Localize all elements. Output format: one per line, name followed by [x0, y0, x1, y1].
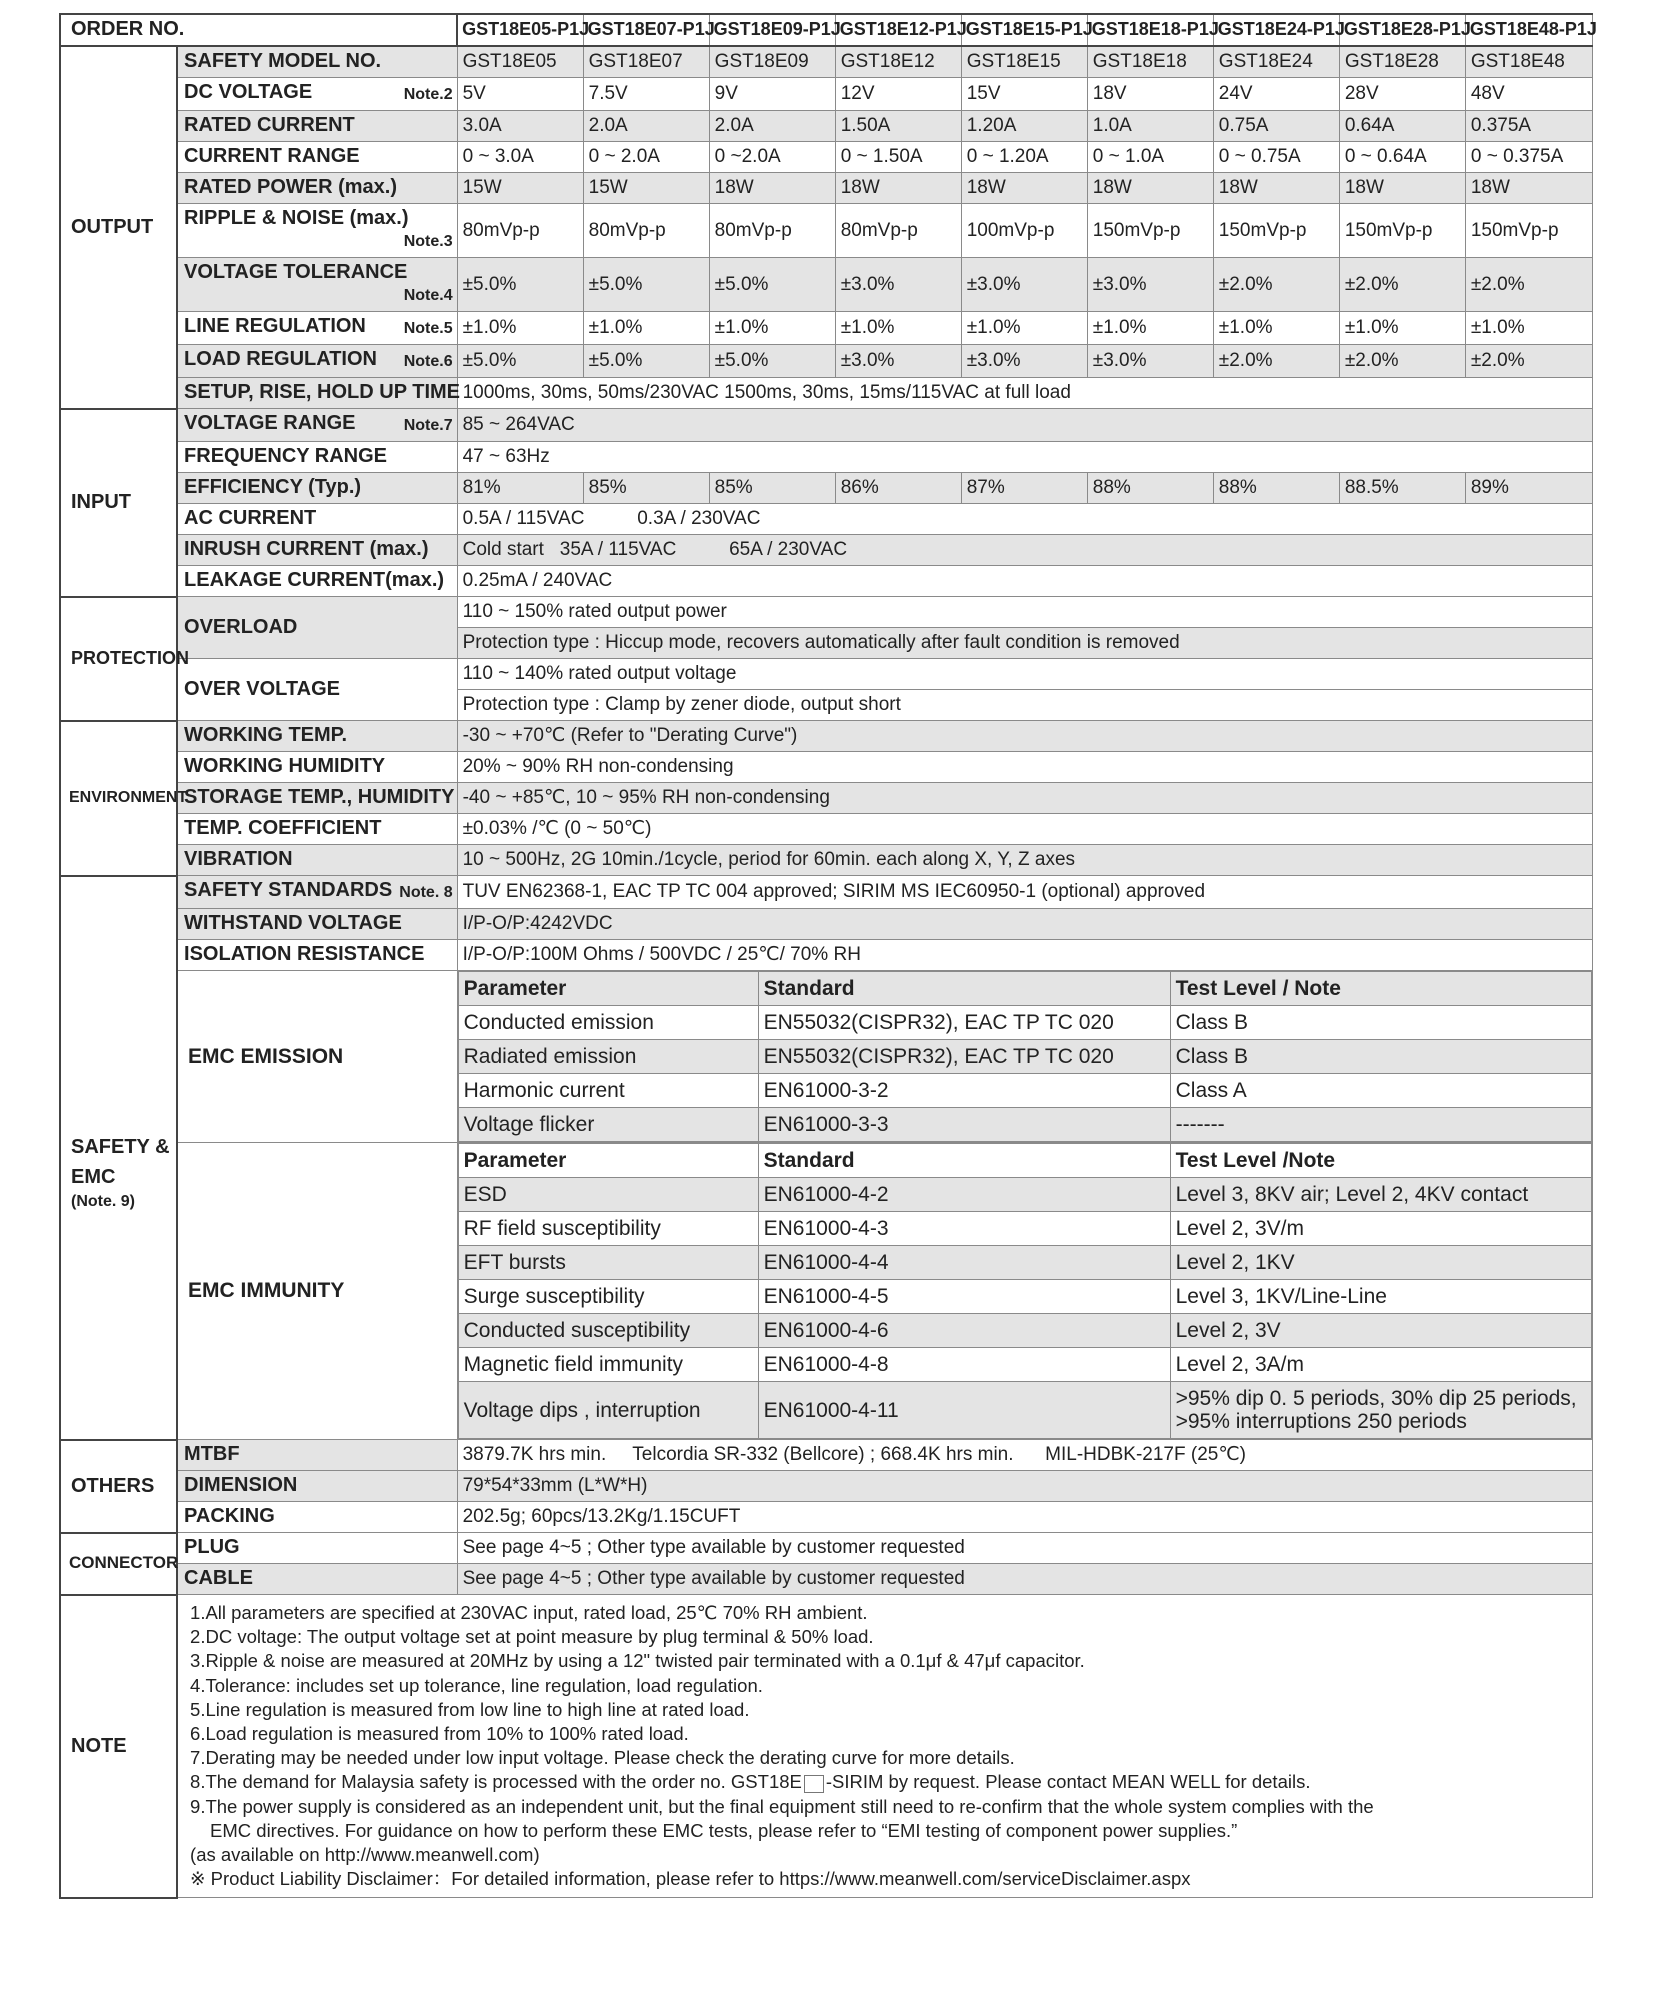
- leakage-row: [60, 566, 1593, 597]
- output-value: 24V: [1213, 78, 1339, 111]
- immunity-param: Voltage dips , interruption: [458, 1382, 758, 1439]
- note-line: (as available on http://www.meanwell.com): [190, 1844, 540, 1866]
- output-value: GST18E28: [1339, 46, 1465, 78]
- note-line: EMC directives. For guidance on how to perform these EMC tests, please refer to “EMI testing of component power supplies.”: [210, 1819, 1238, 1841]
- env-row: [60, 721, 1593, 752]
- output-value: ±5.0%: [583, 345, 709, 378]
- env-value: -30 ~ +70℃ (Refer to "Derating Curve"): [457, 721, 1592, 752]
- isolation-value: I/P-O/P:100M Ohms / 500VDC / 25℃/ 70% RH: [457, 940, 1592, 971]
- model-header: GST18E12-P1J: [835, 14, 961, 46]
- model-header: GST18E24-P1J: [1213, 14, 1339, 46]
- notes-body: [177, 1595, 1592, 1898]
- emission-header-row: [458, 972, 1591, 1006]
- immunity-row: [458, 1348, 1591, 1382]
- safety-standards-value: TUV EN62368-1, EAC TP TC 004 approved; SIRIM MS IEC60950-1 (optional) approved: [457, 876, 1592, 909]
- ac-current-label: AC CURRENT: [177, 504, 457, 535]
- emission-standard: EN61000-3-3: [758, 1108, 1170, 1142]
- output-value: ±2.0%: [1465, 258, 1592, 312]
- immunity-param: Magnetic field immunity: [458, 1348, 758, 1382]
- env-label: WORKING HUMIDITY: [177, 752, 457, 783]
- output-value: 2.0A: [583, 111, 709, 142]
- emission-level: Class B: [1170, 1040, 1591, 1074]
- immunity-row: [458, 1212, 1591, 1246]
- output-label: RIPPLE & NOISE (max.): [184, 207, 409, 229]
- emission-param: Harmonic current: [458, 1074, 758, 1108]
- emission-row: [458, 1074, 1591, 1108]
- note-8-part-1: 8.The demand for Malaysia safety is processed with the order no. GST18E: [190, 1771, 802, 1793]
- overload-row-1: [60, 597, 1593, 628]
- output-value: ±1.0%: [1213, 312, 1339, 345]
- inrush-row: [60, 535, 1593, 566]
- output-row: [60, 111, 1593, 142]
- inrush-value: Cold start 35A / 115VAC 65A / 230VAC: [457, 535, 1592, 566]
- plug-row: [60, 1533, 1593, 1564]
- output-value: 0 ~ 1.50A: [835, 142, 961, 173]
- output-value: ±1.0%: [961, 312, 1087, 345]
- output-value: 150mVp-p: [1213, 204, 1339, 258]
- immunity-row: [458, 1280, 1591, 1314]
- overload-line-1: 110 ~ 150% rated output power: [457, 597, 1592, 628]
- immunity-level: Level 3, 1KV/Line-Line: [1170, 1280, 1591, 1314]
- cable-row: [60, 1564, 1593, 1595]
- output-value: ±3.0%: [961, 258, 1087, 312]
- output-value: GST18E24: [1213, 46, 1339, 78]
- output-value: 18W: [835, 173, 961, 204]
- immunity-standard: EN61000-4-2: [758, 1178, 1170, 1212]
- immunity-row: [458, 1246, 1591, 1280]
- immunity-header: Test Level /Note: [1170, 1144, 1591, 1178]
- emission-row: [458, 1108, 1591, 1142]
- emission-standard: EN55032(CISPR32), EAC TP TC 020: [758, 1006, 1170, 1040]
- safety-standards-note: Note. 8: [399, 884, 453, 901]
- efficiency-value: 88%: [1087, 473, 1213, 504]
- over-voltage-label: OVER VOLTAGE: [177, 659, 457, 721]
- output-value: GST18E18: [1087, 46, 1213, 78]
- withstand-value: I/P-O/P:4242VDC: [457, 909, 1592, 940]
- emc-emission-row: [60, 971, 1593, 1143]
- emission-param: Voltage flicker: [458, 1108, 758, 1142]
- model-header: GST18E28-P1J: [1339, 14, 1465, 46]
- note-line: 1.All parameters are specified at 230VAC input, rated load, 25℃ 70% RH ambient.: [190, 1602, 868, 1623]
- setup-value: 1000ms, 30ms, 50ms/230VAC 1500ms, 30ms, 15ms/115VAC at full load: [457, 378, 1592, 409]
- env-label: VIBRATION: [177, 845, 457, 876]
- model-header: GST18E48-P1J: [1465, 14, 1592, 46]
- output-value: 0 ~ 3.0A: [457, 142, 583, 173]
- note-line-8: [190, 1770, 1582, 1794]
- env-value: ±0.03% /℃ (0 ~ 50℃): [457, 814, 1592, 845]
- output-value: 0.64A: [1339, 111, 1465, 142]
- model-header: GST18E18-P1J: [1087, 14, 1213, 46]
- emc-immunity-label: EMC IMMUNITY: [177, 1143, 457, 1440]
- emc-emission-label: EMC EMISSION: [177, 971, 457, 1143]
- emission-row: [458, 1040, 1591, 1074]
- over-voltage-line-1: 110 ~ 140% rated output voltage: [457, 659, 1592, 690]
- efficiency-value: 88.5%: [1339, 473, 1465, 504]
- ac-current-value: 0.5A / 115VAC 0.3A / 230VAC: [457, 504, 1592, 535]
- order-row: [60, 14, 1593, 46]
- output-value: 15V: [961, 78, 1087, 111]
- ac-current-row: [60, 504, 1593, 535]
- emission-param: Conducted emission: [458, 1006, 758, 1040]
- output-value: 15W: [457, 173, 583, 204]
- emission-header: Standard: [758, 972, 1170, 1006]
- output-value: 0 ~ 2.0A: [583, 142, 709, 173]
- env-row: [60, 783, 1593, 814]
- output-value: 1.50A: [835, 111, 961, 142]
- output-row: [60, 142, 1593, 173]
- immunity-level: Level 3, 8KV air; Level 2, 4KV contact: [1170, 1178, 1591, 1212]
- output-value: ±1.0%: [1087, 312, 1213, 345]
- emission-standard: EN55032(CISPR32), EAC TP TC 020: [758, 1040, 1170, 1074]
- setup-row: [60, 378, 1593, 409]
- efficiency-value: 87%: [961, 473, 1087, 504]
- env-row: [60, 752, 1593, 783]
- immunity-header: Standard: [758, 1144, 1170, 1178]
- note-line: 5.Line regulation is measured from low line to high line at rated load.: [190, 1698, 750, 1720]
- plug-value: See page 4~5 ; Other type available by customer requested: [457, 1533, 1592, 1564]
- cable-value: See page 4~5 ; Other type available by customer requested: [457, 1564, 1592, 1595]
- immunity-param: Conducted susceptibility: [458, 1314, 758, 1348]
- frequency-row: [60, 442, 1593, 473]
- output-label: CURRENT RANGE: [184, 145, 360, 167]
- output-value: 18W: [961, 173, 1087, 204]
- output-value: ±1.0%: [1339, 312, 1465, 345]
- emission-level: Class B: [1170, 1006, 1591, 1040]
- model-header: GST18E09-P1J: [709, 14, 835, 46]
- output-value: ±2.0%: [1465, 345, 1592, 378]
- output-value: 0 ~ 0.64A: [1339, 142, 1465, 173]
- output-value: ±3.0%: [961, 345, 1087, 378]
- safety-title-2: EMC: [71, 1166, 116, 1188]
- notes-row: [60, 1595, 1593, 1898]
- output-value: 150mVp-p: [1339, 204, 1465, 258]
- frequency-value: 47 ~ 63Hz: [457, 442, 1592, 473]
- notes-section-title: NOTE: [60, 1595, 177, 1898]
- note-8-part-2: -SIRIM by request. Please contact MEAN WELL for details.: [825, 1771, 1311, 1793]
- output-value: ±2.0%: [1339, 258, 1465, 312]
- note-line: 7.Derating may be needed under low input voltage. Please check the derating curve for more details.: [190, 1747, 1015, 1769]
- immunity-level: Level 2, 3V/m: [1170, 1212, 1591, 1246]
- output-value: 7.5V: [583, 78, 709, 111]
- overload-line-2: Protection type : Hiccup mode, recovers automatically after fault condition is removed: [457, 628, 1592, 659]
- dips-level-2: >95% interruptions 250 periods: [1175, 1410, 1467, 1433]
- efficiency-value: 88%: [1213, 473, 1339, 504]
- output-value: ±2.0%: [1213, 345, 1339, 378]
- output-value: 0 ~ 0.75A: [1213, 142, 1339, 173]
- isolation-label: ISOLATION RESISTANCE: [177, 940, 457, 971]
- output-value: ±5.0%: [709, 258, 835, 312]
- output-note: Note.2: [403, 86, 453, 103]
- immunity-level: Level 2, 3A/m: [1170, 1348, 1591, 1382]
- safety-title-1: SAFETY &: [71, 1136, 170, 1158]
- mtbf-row: [60, 1440, 1593, 1471]
- output-value: 80mVp-p: [457, 204, 583, 258]
- output-label: RATED CURRENT: [184, 114, 355, 136]
- emc-emission-table: [458, 971, 1592, 1142]
- output-value: 0.75A: [1213, 111, 1339, 142]
- env-value: -40 ~ +85℃, 10 ~ 95% RH non-condensing: [457, 783, 1592, 814]
- output-value: GST18E48: [1465, 46, 1592, 78]
- output-label: SAFETY MODEL NO.: [184, 50, 382, 72]
- immunity-standard: EN61000-4-6: [758, 1314, 1170, 1348]
- environment-section-title: ENVIRONMENT: [60, 721, 177, 876]
- env-label: STORAGE TEMP., HUMIDITY: [177, 783, 457, 814]
- note-line: 2.DC voltage: The output voltage set at point measure by plug terminal & 50% load.: [190, 1626, 874, 1648]
- dimension-row: [60, 1471, 1593, 1502]
- output-value: 9V: [709, 78, 835, 111]
- output-value: 0 ~ 1.0A: [1087, 142, 1213, 173]
- output-value: 150mVp-p: [1087, 204, 1213, 258]
- output-note: Note.4: [403, 287, 453, 304]
- overload-label: OVERLOAD: [177, 597, 457, 659]
- output-value: GST18E12: [835, 46, 961, 78]
- output-value: 0.375A: [1465, 111, 1592, 142]
- output-value: GST18E07: [583, 46, 709, 78]
- leakage-label: LEAKAGE CURRENT(max.): [177, 566, 457, 597]
- output-label: RATED POWER (max.): [184, 176, 398, 198]
- output-value: 1.0A: [1087, 111, 1213, 142]
- output-label: DC VOLTAGE: [184, 81, 313, 103]
- immunity-level: Level 2, 3V: [1170, 1314, 1591, 1348]
- packing-label: PACKING: [177, 1502, 457, 1533]
- model-header: GST18E07-P1J: [583, 14, 709, 46]
- output-row: [60, 46, 1593, 78]
- mtbf-value: 3879.7K hrs min. Telcordia SR-332 (Bellcore) ; 668.4K hrs min. MIL-HDBK-217F (25℃): [457, 1440, 1592, 1471]
- input-voltage-note: Note.7: [403, 417, 453, 434]
- env-label: WORKING TEMP.: [177, 721, 457, 752]
- env-value: 10 ~ 500Hz, 2G 10min./1cycle, period for 60min. each along X, Y, Z axes: [457, 845, 1592, 876]
- efficiency-value: 86%: [835, 473, 961, 504]
- output-value: 0 ~ 1.20A: [961, 142, 1087, 173]
- immunity-standard: EN61000-4-8: [758, 1348, 1170, 1382]
- order-no-label: ORDER NO.: [60, 14, 457, 46]
- frequency-label: FREQUENCY RANGE: [177, 442, 457, 473]
- output-label: LOAD REGULATION: [184, 348, 377, 370]
- inrush-label: INRUSH CURRENT (max.): [177, 535, 457, 566]
- output-value: ±1.0%: [835, 312, 961, 345]
- output-note: Note.5: [403, 320, 453, 337]
- immunity-param: Surge susceptibility: [458, 1280, 758, 1314]
- output-value: 2.0A: [709, 111, 835, 142]
- output-value: 80mVp-p: [835, 204, 961, 258]
- emission-row: [458, 1006, 1591, 1040]
- safety-title-note: (Note. 9): [71, 1193, 135, 1210]
- output-value: ±3.0%: [835, 258, 961, 312]
- output-value: 5V: [457, 78, 583, 111]
- env-row: [60, 845, 1593, 876]
- efficiency-value: 85%: [709, 473, 835, 504]
- output-value: 18V: [1087, 78, 1213, 111]
- immunity-level: Level 2, 1KV: [1170, 1246, 1591, 1280]
- efficiency-value: 85%: [583, 473, 709, 504]
- output-value: 0 ~ 0.375A: [1465, 142, 1592, 173]
- withstand-row: [60, 909, 1593, 940]
- immunity-standard: EN61000-4-3: [758, 1212, 1170, 1246]
- output-row: [60, 312, 1593, 345]
- safety-standards-label: SAFETY STANDARDS: [184, 879, 393, 901]
- output-row: [60, 173, 1593, 204]
- efficiency-label: EFFICIENCY (Typ.): [177, 473, 457, 504]
- env-value: 20% ~ 90% RH non-condensing: [457, 752, 1592, 783]
- output-value: 28V: [1339, 78, 1465, 111]
- note-line: 9.The power supply is considered as an independent unit, but the final equipment still need to re-confirm that the whole system complies with the: [190, 1795, 1374, 1817]
- disclaimer: ※ Product Liability Disclaimer：For detailed information, please refer to https://www.meanwell.com/serviceDisclaimer.aspx: [190, 1868, 1191, 1890]
- spec-sheet: [59, 13, 1597, 1899]
- output-label: LINE REGULATION: [184, 315, 366, 337]
- output-value: GST18E09: [709, 46, 835, 78]
- output-row: [60, 204, 1593, 258]
- safety-section-title: [60, 876, 177, 1440]
- immunity-standard: EN61000-4-4: [758, 1246, 1170, 1280]
- output-value: 18W: [1339, 173, 1465, 204]
- output-value: ±3.0%: [835, 345, 961, 378]
- packing-row: [60, 1502, 1593, 1533]
- output-value: ±3.0%: [1087, 345, 1213, 378]
- immunity-header: Parameter: [458, 1144, 758, 1178]
- note-line: 3.Ripple & noise are measured at 20MHz by using a 12" twisted pair terminated with a 0.1μf & 47μf capacitor.: [190, 1650, 1085, 1672]
- packing-value: 202.5g; 60pcs/13.2Kg/1.15CUFT: [457, 1502, 1592, 1533]
- others-section-title: OTHERS: [60, 1440, 177, 1533]
- cable-label: CABLE: [177, 1564, 457, 1595]
- output-value: 18W: [1213, 173, 1339, 204]
- output-value: 3.0A: [457, 111, 583, 142]
- output-value: 80mVp-p: [583, 204, 709, 258]
- output-value: GST18E15: [961, 46, 1087, 78]
- output-value: ±1.0%: [583, 312, 709, 345]
- safety-standards-row: [60, 876, 1593, 909]
- output-value: 18W: [1465, 173, 1592, 204]
- immunity-standard: EN61000-4-11: [758, 1382, 1170, 1439]
- spec-table: [59, 13, 1597, 1899]
- output-value: ±5.0%: [583, 258, 709, 312]
- efficiency-value: 89%: [1465, 473, 1592, 504]
- dips-level-1: >95% dip 0. 5 periods, 30% dip 25 periods,: [1175, 1387, 1577, 1410]
- dimension-value: 79*54*33mm (L*W*H): [457, 1471, 1592, 1502]
- over-voltage-row-1: [60, 659, 1593, 690]
- emission-level: Class A: [1170, 1074, 1591, 1108]
- output-value: GST18E05: [457, 46, 583, 78]
- input-section-title: INPUT: [60, 409, 177, 597]
- env-label: TEMP. COEFFICIENT: [177, 814, 457, 845]
- immunity-row: [458, 1382, 1591, 1439]
- output-row: [60, 345, 1593, 378]
- immunity-param: ESD: [458, 1178, 758, 1212]
- output-value: 15W: [583, 173, 709, 204]
- mtbf-label: MTBF: [177, 1440, 457, 1471]
- output-value: ±5.0%: [457, 345, 583, 378]
- input-voltage-row: [60, 409, 1593, 442]
- emission-param: Radiated emission: [458, 1040, 758, 1074]
- output-value: ±2.0%: [1213, 258, 1339, 312]
- output-value: ±5.0%: [457, 258, 583, 312]
- output-value: 48V: [1465, 78, 1592, 111]
- connector-section-title: CONNECTOR: [60, 1533, 177, 1595]
- output-value: 0 ~2.0A: [709, 142, 835, 173]
- emission-level: -------: [1170, 1108, 1591, 1142]
- output-value: 1.20A: [961, 111, 1087, 142]
- emc-immunity-table: [458, 1143, 1592, 1439]
- efficiency-value: 81%: [457, 473, 583, 504]
- output-value: 100mVp-p: [961, 204, 1087, 258]
- note-line: 4.Tolerance: includes set up tolerance, line regulation, load regulation.: [190, 1674, 763, 1696]
- immunity-level: [1170, 1382, 1591, 1439]
- output-note: Note.3: [403, 233, 453, 250]
- over-voltage-line-2: Protection type : Clamp by zener diode, output short: [457, 690, 1592, 721]
- emc-immunity-table-cell: [457, 1143, 1592, 1440]
- output-row: [60, 78, 1593, 111]
- output-value: ±3.0%: [1087, 258, 1213, 312]
- output-row: [60, 258, 1593, 312]
- immunity-row: [458, 1314, 1591, 1348]
- emission-standard: EN61000-3-2: [758, 1074, 1170, 1108]
- immunity-header-row: [458, 1144, 1591, 1178]
- setup-label: SETUP, RISE, HOLD UP TIME: [177, 378, 457, 409]
- immunity-param: RF field susceptibility: [458, 1212, 758, 1246]
- dimension-label: DIMENSION: [177, 1471, 457, 1502]
- efficiency-row: [60, 473, 1593, 504]
- output-value: ±1.0%: [1465, 312, 1592, 345]
- model-header: GST18E05-P1J: [457, 14, 583, 46]
- output-value: ±5.0%: [709, 345, 835, 378]
- withstand-label: WITHSTAND VOLTAGE: [177, 909, 457, 940]
- emission-header: Parameter: [458, 972, 758, 1006]
- input-voltage-value: 85 ~ 264VAC: [457, 409, 1592, 442]
- note-line: 6.Load regulation is measured from 10% to 100% rated load.: [190, 1723, 689, 1745]
- output-value: ±1.0%: [457, 312, 583, 345]
- input-voltage-label: VOLTAGE RANGE: [184, 412, 356, 434]
- output-value: 150mVp-p: [1465, 204, 1592, 258]
- plug-label: PLUG: [177, 1533, 457, 1564]
- model-header: GST18E15-P1J: [961, 14, 1087, 46]
- emission-header: Test Level / Note: [1170, 972, 1591, 1006]
- leakage-value: 0.25mA / 240VAC: [457, 566, 1592, 597]
- output-value: 18W: [709, 173, 835, 204]
- immunity-row: [458, 1178, 1591, 1212]
- output-value: 12V: [835, 78, 961, 111]
- output-value: 80mVp-p: [709, 204, 835, 258]
- isolation-row: [60, 940, 1593, 971]
- immunity-param: EFT bursts: [458, 1246, 758, 1280]
- env-row: [60, 814, 1593, 845]
- emc-emission-table-cell: [457, 971, 1592, 1143]
- protection-section-title: PROTECTION: [60, 597, 177, 721]
- output-label: VOLTAGE TOLERANCE: [184, 261, 408, 283]
- output-note: Note.6: [403, 353, 453, 370]
- output-section-title: OUTPUT: [60, 46, 177, 409]
- emc-immunity-row: [60, 1143, 1593, 1440]
- output-value: 18W: [1087, 173, 1213, 204]
- output-value: ±2.0%: [1339, 345, 1465, 378]
- blank-box-icon: [804, 1775, 824, 1793]
- output-value: ±1.0%: [709, 312, 835, 345]
- immunity-standard: EN61000-4-5: [758, 1280, 1170, 1314]
